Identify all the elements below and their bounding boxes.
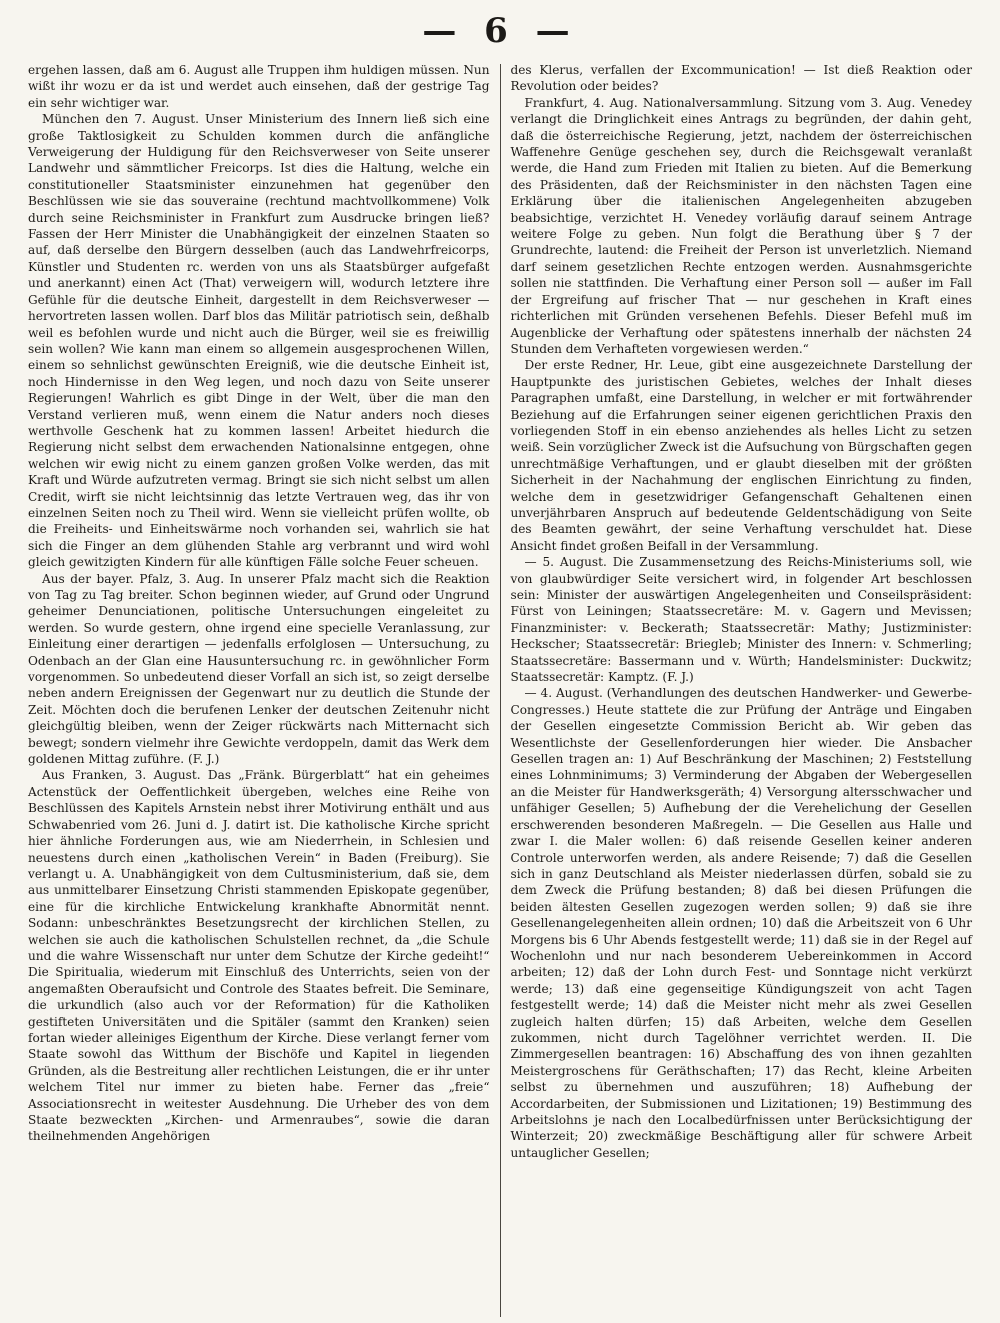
paragraph: Aus Franken, 3. August. Das „Fränk. Bürgerblatt“ hat ein geheimes Actenstück der Oeffentlichkeit übergeben, welches eine Reihe von Beschlüssen des Kapitels Arnstein nebst ihrer Motivirung enthält und aus Schwabenried vom 26. Juni d. J. datirt ist. Die katholische Kirche spricht hier ähnliche Forderungen aus, wie am Niederrhein, in Schlesien und neuestens durch einen „katholischen Verein“ in Baden (Freiburg). Sie verlangt u. A. Unabhängigkeit von dem Cultusministerium, daß sie, dem aus unmittelbarer Einsetzung Christi stammenden Episkopate gegenüber, eine für die kirchliche Entwickelung krankhafte Abnormität nennt. Sodann: unbeschränktes Besetzungsrecht der kirchlichen Stellen, zu welchen sie auch die katholischen Schulstellen rechnet, da „die Schule und die wahre Wissenschaft nur unter dem Schutze der Kirche gedeiht!“ Die Spiritualia, wiederum mit Einschluß des Unterrichts, seien von der angemaßten Oberaufsicht und Controle des Staates befreit. Die Seminare, die urkundlich (also auch vor der Reformation) für die Katholiken gestifteten Universitäten und die Spitäler (sammt den Kranken) seien fortan wieder alleiniges Eigenthum der Kirche. Diese verlangt ferner vom Staate sowohl das Witthum der Bischöfe und Kapitel in liegenden Gründen, als die Bestreitung aller rechtlichen Leistungen, die er ihr unter welchem Titel nur immer zu bieten habe. Ferner das „freie“ Associationsrecht in weitester Ausdehnung. Die Urheber des von dem Staate bezweckten „Kirchen- und Armenraubes“, sowie die daran theilnehmenden Angehörigen [28,768,490,1144]
paragraph: Der erste Redner, Hr. Leue, gibt eine ausgezeichnete Darstellung der Hauptpunkte des juristischen Gebietes, welches der Inhalt dieses Paragraphen umfaßt, eine Darstellung, in welcher er mit fortwährender Beziehung auf die Erfahrungen seiner eigenen gerichtlichen Praxis den vorliegenden Stoff in ein ebenso anziehendes als helles Licht zu setzen weiß. Sein vorzüglicher Zweck ist die Aufsuchung von Bürgschaften gegen unrechtmäßige Verhaftungen, und er glaubt dieselben mit der größten Sicherheit in der Nachahmung der englischen Einrichtung zu finden, welche dem in gesetzwidriger Gefangenschaft Gehaltenen einen unverjährbaren Anspruch auf bedeutende Geldentschädigung von Seite des Beamten gewährt, der seine Verhaftung verschuldet hat. Diese Ansicht findet großen Beifall in der Versammlung. [510,358,972,553]
paragraph: München den 7. August. Unser Ministerium des Innern ließ sich eine große Taktlosigkeit zu Schulden kommen durch die anfängliche Verweigerung der Huldigung für den Reichsverweser von Seite unserer Landwehr und sämmtlicher Freicorps. Ist dies die Haltung, welche ein constitutioneller Staatsminister einzunehmen hat gegenüber den Beschlüssen wie sie das souveraine (rechtund machtvollkommene) Volk durch seine Reichsminister in Frankfurt zum Ausdrucke bringen ließ? Fassen der Herr Minister die Unabhängigkeit der einzelnen Staaten so auf, daß derselbe den Bürgern desselben (auch das Landwehrfreicorps, Künstler und Studenten rc. werden von uns als Staatsbürger aufgefaßt und anerkannt) einen Act (That) verweigern will, wodurch letztere ihre Gefühle für die deutsche Einheit, dargestellt in dem Reichsverweser — hervortreten lassen wollen. Darf blos das Militär patriotisch sein, deßhalb weil es befohlen wurde und nicht auch die Bürger, weil sie es freiwillig sein wollen? Wie kann man einem so allgemein ausgesprochenen Willen, einem so sehnlichst gewünschten Ereigniß, wie die deutsche Einheit ist, noch Hindernisse in den Weg legen, und noch dazu von Seite unserer Regierungen! Wahrlich es gibt Dinge in der Welt, über die man den Verstand verlieren muß, wenn einem die Natur anders noch dieses werthvolle Geschenk hat zu kommen lassen! Arbeitet hiedurch die Regierung nicht selbst dem erwachenden Nationalsinne entgegen, ohne welchen wir ewig nicht zu einem ganzen großen Volke werden, das mit Kraft und Würde aufzutreten vermag. Bringt sie sich nicht selbst um allen Credit, wirft sie nicht leichtsinnig das letzte Vertrauen weg, das ihr von einzelnen Seiten noch zu Theil wird. Wenn sie vielleicht prüfen wollte, ob die Freiheits- und Einheitswärme noch vorhanden sei, wahrlich sie hat sich die Finger an dem glühenden Stahle arg verbrannt und wird wohl gleich gewitzigten Kindern für alle künftigen Fälle solche Feuer scheuen. [28,112,490,570]
paragraph: des Klerus, verfallen der Excommunication! — Ist dieß Reaktion oder Revolution oder beides? [510,63,972,94]
paragraph: Frankfurt, 4. Aug. Nationalversammlung. Sitzung vom 3. Aug. Venedey verlangt die Dringlichkeit eines Antrags zu begründen, der dahin geht, daß die österreichische Regierung, jetzt, nachdem der österreichischen Waffenehre Genüge geschehen sey, durch die Reichsgewalt veranlaßt werde, die Hand zum Frieden mit Italien zu bieten. Auf die Bemerkung des Präsidenten, daß der Reichsminister in den nächsten Tagen eine Erklärung über die italienischen Angelegenheiten abzugeben beabsichtige, verzichtet H. Venedey vorläufig darauf seinem Antrage weitere Folge zu geben. Nun folgt die Berathung über § 7 der Grundrechte, lautend: die Freiheit der Person ist unverletzlich. Niemand darf seinem gesetzlichen Rechte entzogen werden. Ausnahmsgerichte sollen nie stattfinden. Die Verhaftung einer Person soll — außer im Fall der Ergreifung auf frischer That — nur geschehen in Kraft eines richterlichen mit Gründen versehenen Befehls. Dieser Befehl muß im Augenblicke der Verhaftung oder spätestens innerhalb der nächsten 24 Stunden dem Verhafteten vorgewiesen werden.“ [510,95,972,356]
paragraph: ergehen lassen, daß am 6. August alle Truppen ihm huldigen müssen. Nun wißt ihr wozu er da ist und werdet auch einsehen, daß der gestrige Tag ein sehr wichtiger war. [28,63,490,110]
left-column [18,62,500,1317]
paragraph: Aus der bayer. Pfalz, 3. Aug. In unserer Pfalz macht sich die Reaktion von Tag zu Tag breiter. Schon beginnen wieder, auf Grund oder Ungrund geheimer Denunciationen, politische Untersuchungen eingeleitet zu werden. So wurde gestern, ohne irgend eine specielle Veranlassung, zur Einleitung einer derartigen — jedenfalls erfolglosen — Untersuchung, zu Odenbach an der Glan eine Hausuntersuchung rc. in gewöhnlicher Form vorgenommen. So unbedeutend dieser Vorfall an sich ist, so zeigt derselbe neben andern Ereignissen der Gegenwart nur zu deutlich die Stunde der Zeit. Möchten doch die berufenen Lenker der deutschen Zeitenuhr nicht gleichgültig bleiben, wenn der Zeiger rückwärts nach Mitternacht sich bewegt; sondern vielmehr ihre Gewichte verdoppeln, damit das Werk dem goldenen Mittag zuführe. (F. J.) [28,571,490,767]
page-number: — 6 — [422,11,578,51]
right-column [501,62,983,1317]
columns [18,62,982,1317]
paragraph: — 5. August. Die Zusammensetzung des Reichs-Ministeriums soll, wie von glaubwürdiger Seite versichert wird, in folgender Art beschlossen sein: Minister der auswärtigen Angelegenheiten und Conseilspräsident: Fürst von Leiningen; Staatssecretäre: M. v. Gagern und Mevissen; Finanzminister: v. Beckerath; Staatssecretär: Mathy; Justizminister: Heckscher; Staatssecretär: Briegleb; Minister des Innern: v. Schmerling; Staatssecretäre: Bassermann und v. Würth; Handelsminister: Duckwitz; Staatssecretär: Kamptz. (F. J.) [510,555,972,685]
paragraph: — 4. August. (Verhandlungen des deutschen Handwerker- und Gewerbe-Congresses.) Heute stattete die zur Prüfung der Anträge und Eingaben der Gesellen eingesetzte Commission Bericht ab. Wir geben das Wesentlichste der Gesellenforderungen hier wieder. Die Ansbacher Gesellen tragen an: 1) Auf Beschränkung der Maschinen; 2) Feststellung eines Lohnminimums; 3) Verminderung der Abgaben der Webergesellen an die Meister für Handwerksgeräth; 4) Versorgung altersschwacher und unfähiger Gesellen; 5) Aufhebung der die Verehelichung der Gesellen erschwerenden besonderen Maßregeln. — Die Gesellen aus Halle und zwar I. die Maler wollen: 6) daß reisende Gesellen keiner anderen Controle unterworfen werden, als andere Reisende; 7) daß die Gesellen sich in ganz Deutschland als Meister niederlassen dürfen, sobald sie zu dem Zweck die Prüfung bestanden; 8) daß bei diesen Prüfungen die beiden ältesten Gesellen zugezogen werden sollen; 9) daß sie ihre Gesellenangelegenheiten allein ordnen; 10) daß die Arbeitszeit von 6 Uhr Morgens bis 6 Uhr Abends festgestellt werde; 11) daß sie in der Regel auf Wochenlohn und nur nach besonderem Uebereinkommen in Accord arbeiten; 12) daß der Lohn durch Fest- und Sonntage nicht verkürzt werde; 13) daß eine gegenseitige Kündigungszeit von acht Tagen festgestellt werde; 14) daß die Meister nicht mehr als zwei Gesellen zugleich halten dürfen; 15) daß Arbeiten, welche dem Gesellen zukommen, nicht durch Tagelöhner verrichtet werden. II. Die Zimmergesellen beantragen: 16) Abschaffung des von ihnen gezahlten Meistergroschens für Geräthschaften; 17) das Recht, kleine Arbeiten selbst zu übernehmen und auszuführen; 18) Aufhebung der Accordarbeiten, der Submissionen und Lizitationen; 19) Bestimmung des Arbeitslohns je nach den Localbedürfnissen unter Berücksichtigung der Winterzeit; 20) zweckmäßige Beschäftigung aller für schwere Arbeit untauglicher Gesellen; [510,686,972,1160]
